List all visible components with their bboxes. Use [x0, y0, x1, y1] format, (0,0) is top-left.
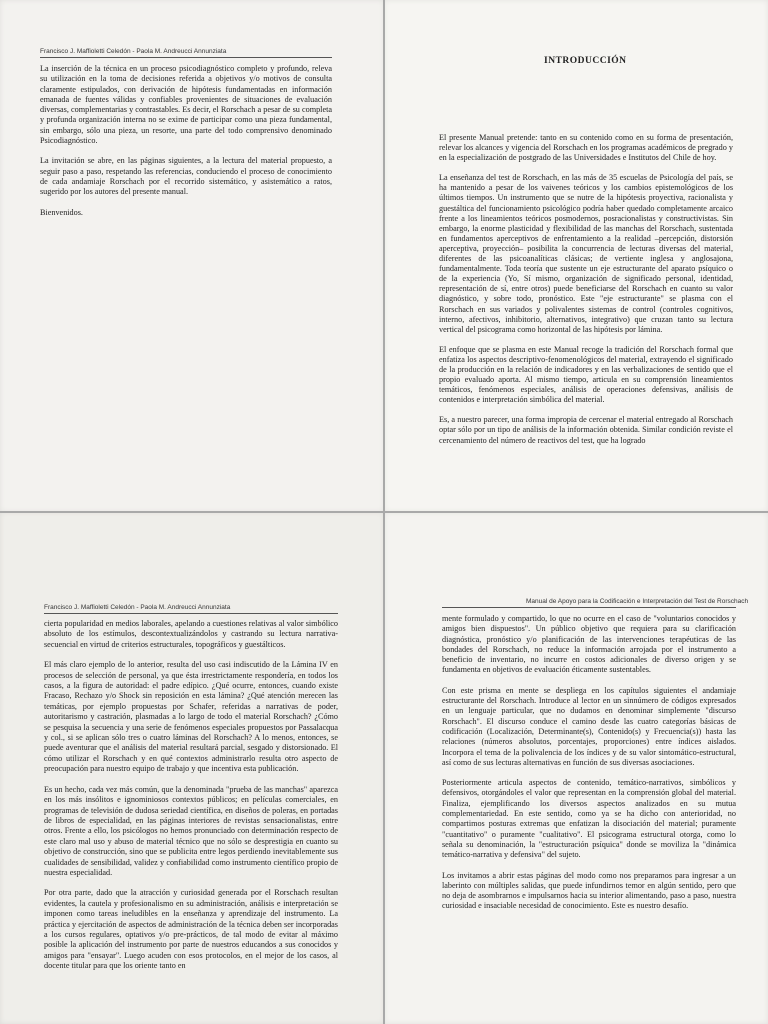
paragraph: Es, a nuestro parecer, una forma impropia de cercenar el material entregado al Rorschach optar sólo por un tipo de análisis de la información obtenida. Similar condición reviste el cercenamiento del número de reactivos del test, que ha logrado: [439, 415, 733, 445]
paragraph: Es un hecho, cada vez más común, que la denominada "prueba de las manchas" aparezca en los más insólitos e ignominiosos contextos públicos; en películas comerciales, en programas de televisión de dudosa seriedad científica, en diseños de poleras, en portadas de libros de especialidad, en las páginas interiores de revistas sensacionalistas, entre otros. Frente a ello, los psicólogos no hemos pronunciado con determinación respecto de este claro mal uso y abuso de material técnico que no sólo se desprestigia en cuanto su objetivo de construcción, sino que se publicita entre legos perdiendo inevitablemente sus cualidades de sensibilidad, validez y confiabilidad como instrumento científico propio de nuestra especialidad.: [44, 784, 338, 877]
paragraph: Posteriormente articula aspectos de contenido, temático-narrativos, simbólicos y defensivos, otorgándoles el valor que representan en la comprensión global del material. Finaliza, ejemplificando los diversos aspectos analizados en su mutua complementariedad. En este sentido, como ya se ha dicho con anterioridad, no compartimos posturas extremas que enfatizan la disociación del material; puramente "cuantitativo" o puramente "cualitativo". El psicograma estructural otorga, como lo señala su denominación, la "estructuración psíquica" donde se moviliza la "dinámica temático-narrativa y defensiva" del sujeto.: [442, 778, 736, 860]
body-text: [442, 614, 736, 922]
body-text: [40, 64, 332, 228]
page-bottom-left: [0, 512, 384, 1024]
header-rule: [40, 57, 332, 58]
paragraph: La enseñanza del test de Rorschach, en las más de 35 escuelas de Psicología del país, se ha mantenido a pesar de los vaivenes teóricos y los cambios epistemológicos de los últimos tiempos. Un instrumento que se nutre de la hipótesis proyectiva, racionalista y guestáltica del funcionamiento psicológico podría haber quedado completamente arcaico frente a los lineamientos teóricos posmodernos, posracionalistas y constructivistas. Sin embargo, la enorme plasticidad y flexibilidad de las manchas del Rorschach, sustentada en fundamentos aperceptivos de enfrentamiento a la realidad –percepción, distorsión aperceptiva, proyección– posibilita la concurrencia de lecturas diversas del material, diferentes de las psicoanalíticas clásicas; de vertiente inglesa y anglosajona, fundamentalmente. Toda teoría que sustente un eje estructurante del aparato psíquico o de la experiencia (Yo, Sí mismo, organización de significado personal, identidad, representación de sí, entre otros) puede beneficiarse del Rorschach en cuanto su valor diagnóstico, y sobre todo, pronóstico. Este "eje estructurante" se plasma con el Rorschach en sus variados y polivalentes sistemas de control (controles cognitivos, interno, afectivos, inhibitorio, alternativos, integrativo) que cruzan tanto su lectura vertical del psicograma como horizontal de las hipótesis por lámina.: [439, 173, 733, 334]
paragraph: La invitación se abre, en las páginas siguientes, a la lectura del material propuesto, a seguir paso a paso, respetando las referencias, conduciendo el proceso de conocimiento de cada andamiaje Rorschach por el recorrido sistemático, y asistemático a ratos, sugerido por los autores del presente manual.: [40, 156, 332, 197]
paragraph: cierta popularidad en medios laborales, apelando a cuestiones relativas al valor simbólico absoluto de los estímulos, descontextualizándolos y castrando su lectura narrativa-secuencial en virtud de criterios estructurales, topográficos y guestálticos.: [44, 619, 338, 649]
paragraph: mente formulado y compartido, lo que no ocurre en el caso de "voluntarios conocidos y amigos bien dispuestos". Un público objetivo que requiera para su clarificación diagnóstica, pronóstico y/o planificación de las intervenciones terapéuticas de las bondades del Rorschach, no reduce la información arrojada por el instrumento a beneficio de inventario, no incurre en costos adicionales de diverso origen y se fundamenta en objetivos de evaluación éticamente sustentables.: [442, 614, 736, 675]
header-rule: [44, 613, 338, 614]
page-bottom-right: [384, 512, 768, 1024]
paragraph: Los invitamos a abrir estas páginas del modo como nos preparamos para ingresar a un laberinto con múltiples salidas, que puede infundirnos temor en algún sentido, pero que no deja de asombrarnos e impulsarnos hacia su interior alimentando, paso a paso, nuestra curiosidad e insaciable necesidad de conocimiento. Este es nuestro desafío.: [442, 870, 736, 911]
page-title: INTRODUCCIÓN: [544, 56, 627, 66]
paragraph: La inserción de la técnica en un proceso psicodiagnóstico completo y profundo, releva su utilización en la toma de decisiones referida a objetivos y/o motivos de consulta claramente estipulados, con derivación de hipótesis fundamentadas en información emanada de fuentes válidas y confiables provenientes de situaciones de evaluación diversas, complementarias y contrastables. Es decir, el Rorschach a pesar de su completa y profunda organización interna no se exime de participar como una pieza fundamental, sin embargo, sólo una pieza, un resorte, una parte del todo comprensivo denominado Psicodiagnóstico.: [40, 64, 332, 146]
paragraph: El enfoque que se plasma en este Manual recoge la tradición del Rorschach formal que enfatiza los aspectos descriptivo-fenomenológicos del material, extrayendo el significado de la producción en la relación de indicadores y en las verbalizaciones de sentido que el propio evaluado aporta. Al mismo tiempo, articula en su comprensión lineamientos temáticos, fenómenos especiales, análisis de operaciones defensivas, análisis de contenidos e interpretación simbólica del material.: [439, 344, 733, 405]
body-text: [44, 619, 338, 982]
paragraph: El presente Manual pretende: tanto en su contenido como en su forma de presentación, relevar los alcances y vigencia del Rorschach en los programas académicos de pregrado y en la especialización de postgrado de las Universidades e Institutos del Chile de hoy.: [439, 133, 733, 163]
paragraph: Por otra parte, dado que la atracción y curiosidad generada por el Rorschach resultan evidentes, la cautela y profesionalismo en su administración, análisis e interpretación se imponen como tareas ineludibles en la enseñanza y aprendizaje del instrumento. La práctica y ejercitación de aspectos de administración de la técnica deben ser incorporadas a los cursos regulares, optativos y/o pre-prácticos, de tal modo de evitar al máximo posible la aplicación del instrumento por parte de nuestros educandos a sus conocidos y amigos para "ensayar". Luego acuden con esos protocolos, en el mejor de los casos, al docente titular para que los oriente tanto en: [44, 888, 338, 971]
paragraph: Con este prisma en mente se despliega en los capítulos siguientes el andamiaje estructurante del Rorschach. Introduce al lector en un sinnúmero de códigos expresados en un lenguaje particular, que no dudamos en denominar simplemente "discurso Rorschach". El discurso conduce el camino desde las cuatro categorías básicas de codificación (Localización, Determinante(s), Contenido(s) y Frecuencia(s)) hasta las relaciones (números absolutos, porcentajes, proporciones) entre índices aislados. Incorpora el tema de la polivalencia de los índices y de su valor sintomático-estructural, así como de sus lecturas alternativas en función de sus diversas asociaciones.: [442, 685, 736, 767]
horizontal-gutter: [0, 511, 768, 513]
paragraph: El más claro ejemplo de lo anterior, resulta del uso casi indiscutido de la Lámina IV en procesos de selección de personal, ya que ésta irrestrictamente respondería, en todos los casos, a la figura de autoridad: el padre edípico. ¿Qué ocurre, entonces, cuando existe Fracaso, Rechazo y/o Shock sin reposición en esta lámina? ¿Qué atención merecen las temáticas, por ejemplo propuestas por Schafer, referidas a narrativas de poder, autoritarismo y castración, plasmadas a lo largo de todo el material Rorschach? ¿Cómo se pesquisa la secuencia y una serie de fenómenos especiales propuestos por Passalacqua y col., si se aplican sólo tres o cuatro láminas del Rorschach? A lo menos, entonces, se puede aventurar que el análisis del material resultará parcial, sesgado y distorsionado. El cómo utilizar el Rorschach y en qué contextos administrarlo resulta otro aspecto de preocupación para nuestro equipo de trabajo y que incentiva esta publicación.: [44, 660, 338, 774]
page-top-right: [384, 0, 768, 512]
page-top-left: [0, 0, 384, 512]
paragraph: Bienvenidos.: [40, 207, 83, 217]
running-header: Francisco J. Maffioletti Celedón - Paola M. Andreucci Annunziata: [44, 604, 231, 611]
header-rule: [442, 607, 736, 608]
running-header: Manual de Apoyo para la Codificación e Interpretación del Test de Rorschach: [526, 598, 749, 605]
body-text: [439, 133, 733, 456]
running-header: Francisco J. Maffioletti Celedón - Paola M. Andreucci Annunziata: [40, 48, 227, 55]
